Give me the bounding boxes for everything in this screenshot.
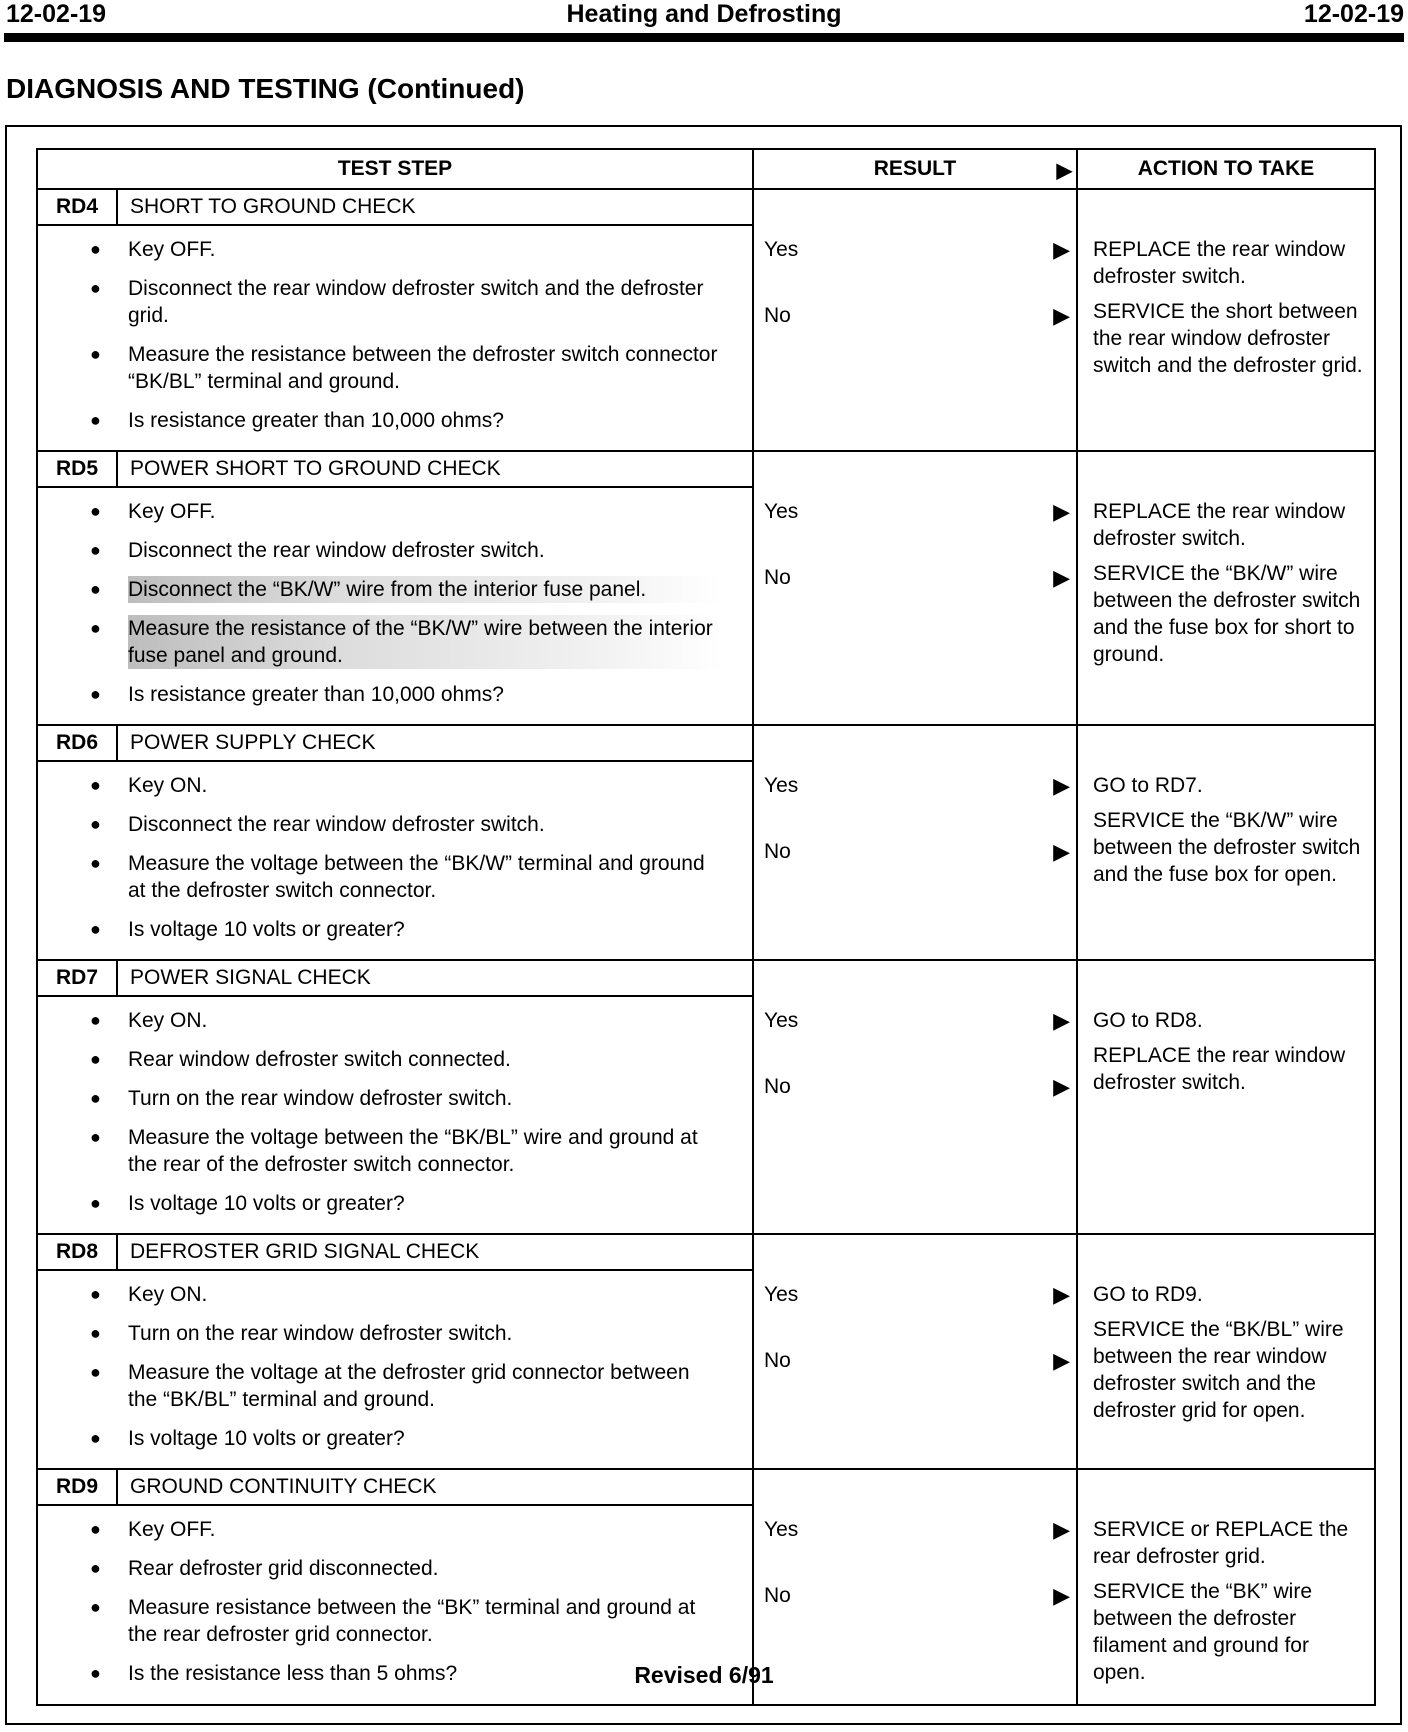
step-header bbox=[38, 452, 752, 488]
bullet-icon: ● bbox=[90, 278, 101, 298]
action-list bbox=[1078, 452, 1374, 686]
result-row bbox=[754, 1516, 1076, 1582]
result-label: No bbox=[764, 840, 791, 863]
step-id: RD8 bbox=[38, 1235, 118, 1269]
table-row bbox=[37, 189, 1375, 451]
step-header bbox=[38, 961, 752, 997]
result-row bbox=[754, 1347, 1076, 1413]
result-row bbox=[754, 1007, 1076, 1073]
step-id: RD5 bbox=[38, 452, 118, 486]
result-cell bbox=[753, 1234, 1077, 1469]
step-header bbox=[38, 1235, 752, 1271]
list-item bbox=[90, 1124, 722, 1178]
item-text: Disconnect the rear window defroster switch and the defroster grid. bbox=[128, 277, 704, 327]
item-text: Is voltage 10 volts or greater? bbox=[128, 1192, 405, 1215]
item-text: Disconnect the “BK/W” wire from the interior fuse panel. bbox=[128, 578, 647, 601]
step-title: SHORT TO GROUND CHECK bbox=[130, 195, 416, 218]
step-items bbox=[38, 762, 752, 959]
result-list bbox=[754, 1235, 1076, 1413]
list-item bbox=[90, 1085, 722, 1112]
col-header-test-step: TEST STEP bbox=[37, 149, 753, 189]
bullet-icon: ● bbox=[90, 1323, 101, 1343]
test-step-cell bbox=[37, 189, 753, 451]
action-cell bbox=[1077, 451, 1375, 725]
bullet-icon: ● bbox=[90, 1049, 101, 1069]
item-text: Key ON. bbox=[128, 774, 208, 797]
page-number-left: 12-02-19 bbox=[6, 0, 107, 28]
bullet-icon: ● bbox=[90, 579, 101, 599]
page-header bbox=[0, 0, 1408, 30]
result-row bbox=[754, 1582, 1076, 1648]
result-list bbox=[754, 452, 1076, 630]
result-row bbox=[754, 1281, 1076, 1347]
bullet-icon: ● bbox=[90, 1284, 101, 1304]
result-label: Yes bbox=[764, 1009, 799, 1032]
list-item bbox=[90, 407, 722, 434]
action-list bbox=[1078, 961, 1374, 1114]
list-item bbox=[90, 1046, 722, 1073]
result-cell bbox=[753, 725, 1077, 960]
action-text: SERVICE the “BK/W” wire between the defroster switch and the fuse box for short to ground. bbox=[1093, 562, 1361, 666]
arrow-right-icon: ▶ bbox=[1053, 839, 1070, 864]
step-items bbox=[38, 997, 752, 1233]
item-text: Is resistance greater than 10,000 ohms? bbox=[128, 683, 504, 706]
test-step-cell bbox=[37, 1234, 753, 1469]
result-row bbox=[754, 838, 1076, 904]
section-title: DIAGNOSIS AND TESTING (Continued) bbox=[6, 73, 525, 104]
action-text: REPLACE the rear window defroster switch. bbox=[1093, 500, 1346, 550]
step-title: GROUND CONTINUITY CHECK bbox=[130, 1475, 437, 1498]
action-text: SERVICE the short between the rear window defroster switch and the defroster grid. bbox=[1093, 300, 1363, 377]
step-title: POWER SUPPLY CHECK bbox=[130, 731, 376, 754]
result-row bbox=[754, 1073, 1076, 1139]
header-title: Heating and Defrosting bbox=[566, 0, 842, 28]
list-item bbox=[90, 916, 722, 943]
action-text: GO to RD8. bbox=[1093, 1009, 1203, 1032]
bullet-icon: ● bbox=[90, 814, 101, 834]
list-item bbox=[90, 1359, 722, 1413]
bullet-icon: ● bbox=[90, 1193, 101, 1213]
action-cell bbox=[1077, 189, 1375, 451]
action-text: GO to RD9. bbox=[1093, 1283, 1203, 1306]
item-text: Is voltage 10 volts or greater? bbox=[128, 918, 405, 941]
header-rule bbox=[4, 33, 1404, 42]
bullet-icon: ● bbox=[90, 1558, 101, 1578]
result-row bbox=[754, 302, 1076, 368]
bullet-icon: ● bbox=[90, 684, 101, 704]
list-item bbox=[90, 537, 722, 564]
result-list bbox=[754, 961, 1076, 1139]
table-body bbox=[37, 189, 1375, 1705]
result-list bbox=[754, 190, 1076, 368]
col-header-result bbox=[753, 149, 1077, 189]
bullet-icon: ● bbox=[90, 1597, 101, 1617]
result-cell bbox=[753, 451, 1077, 725]
action-text: SERVICE the “BK” wire between the defroster filament and ground for open. bbox=[1093, 1580, 1313, 1684]
step-id: RD6 bbox=[38, 726, 118, 760]
result-row bbox=[754, 498, 1076, 564]
item-text: Turn on the rear window defroster switch. bbox=[128, 1087, 513, 1110]
list-item bbox=[90, 1555, 722, 1582]
list-item bbox=[90, 615, 722, 669]
arrow-right-icon: ▶ bbox=[1053, 565, 1070, 590]
result-label: Yes bbox=[764, 1518, 799, 1541]
bullet-icon: ● bbox=[90, 1362, 101, 1382]
bullet-icon: ● bbox=[90, 853, 101, 873]
item-text: Disconnect the rear window defroster switch. bbox=[128, 539, 545, 562]
step-id: RD9 bbox=[38, 1470, 118, 1504]
item-text: Key OFF. bbox=[128, 238, 216, 261]
action-list bbox=[1078, 190, 1374, 397]
item-text: Turn on the rear window defroster switch. bbox=[128, 1322, 513, 1345]
list-item bbox=[90, 1007, 722, 1034]
result-label: Yes bbox=[764, 774, 799, 797]
list-item bbox=[90, 1281, 722, 1308]
result-cell bbox=[753, 189, 1077, 451]
col-header-action: ACTION TO TAKE bbox=[1077, 149, 1375, 189]
arrow-right-icon: ▶ bbox=[1053, 1074, 1070, 1099]
list-item bbox=[90, 498, 722, 525]
result-label: Yes bbox=[764, 1283, 799, 1306]
bullet-icon: ● bbox=[90, 540, 101, 560]
list-item bbox=[90, 275, 722, 329]
item-text: Measure the resistance of the “BK/W” wire between the interior fuse panel and ground. bbox=[128, 617, 713, 667]
item-text: Measure the voltage between the “BK/W” terminal and ground at the defroster switch connector. bbox=[128, 852, 705, 902]
bullet-icon: ● bbox=[90, 1428, 101, 1448]
arrow-right-icon: ▶ bbox=[1053, 237, 1070, 262]
item-text: Is resistance greater than 10,000 ohms? bbox=[128, 409, 504, 432]
result-row bbox=[754, 772, 1076, 838]
result-list bbox=[754, 1470, 1076, 1648]
step-header bbox=[38, 726, 752, 762]
action-text: SERVICE or REPLACE the rear defroster grid. bbox=[1093, 1518, 1349, 1568]
item-text: Measure the resistance between the defroster switch connector “BK/BL” terminal and ground. bbox=[128, 343, 718, 393]
list-item bbox=[90, 576, 722, 603]
action-text: SERVICE the “BK/BL” wire between the rear window defroster switch and the defroster grid for open. bbox=[1093, 1318, 1344, 1422]
bullet-icon: ● bbox=[90, 919, 101, 939]
action-text: GO to RD7. bbox=[1093, 774, 1203, 797]
arrow-right-icon: ▶ bbox=[1053, 1348, 1070, 1373]
list-item bbox=[90, 341, 722, 395]
item-text: Is voltage 10 volts or greater? bbox=[128, 1427, 405, 1450]
list-item bbox=[90, 1594, 722, 1648]
item-text: Key ON. bbox=[128, 1009, 208, 1032]
bullet-icon: ● bbox=[90, 1010, 101, 1030]
bullet-icon: ● bbox=[90, 1127, 101, 1147]
arrow-right-icon: ▶ bbox=[1053, 1517, 1070, 1542]
list-item bbox=[90, 1516, 722, 1543]
step-id: RD4 bbox=[38, 190, 118, 224]
bullet-icon: ● bbox=[90, 1519, 101, 1539]
table-row bbox=[37, 451, 1375, 725]
table-row bbox=[37, 725, 1375, 960]
step-items bbox=[38, 488, 752, 724]
arrow-right-icon: ▶ bbox=[1053, 303, 1070, 328]
result-cell bbox=[753, 960, 1077, 1234]
step-id: RD7 bbox=[38, 961, 118, 995]
arrow-right-icon: ▶ bbox=[1056, 160, 1072, 182]
table-row bbox=[37, 960, 1375, 1234]
bullet-icon: ● bbox=[90, 618, 101, 638]
item-text: Is the resistance less than 5 ohms? bbox=[128, 1662, 458, 1685]
result-label: No bbox=[764, 1584, 791, 1607]
arrow-right-icon: ▶ bbox=[1053, 499, 1070, 524]
item-text: Key OFF. bbox=[128, 500, 216, 523]
arrow-right-icon: ▶ bbox=[1053, 1282, 1070, 1307]
list-item bbox=[90, 772, 722, 799]
result-label: No bbox=[764, 566, 791, 589]
action-text: REPLACE the rear window defroster switch. bbox=[1093, 238, 1346, 288]
arrow-right-icon: ▶ bbox=[1053, 1583, 1070, 1608]
result-label: Yes bbox=[764, 500, 799, 523]
action-list bbox=[1078, 1235, 1374, 1442]
bullet-icon: ● bbox=[90, 1088, 101, 1108]
list-item bbox=[90, 1425, 722, 1452]
item-text: Key ON. bbox=[128, 1283, 208, 1306]
test-step-cell bbox=[37, 725, 753, 960]
bullet-icon: ● bbox=[90, 344, 101, 364]
test-step-cell bbox=[37, 451, 753, 725]
result-row bbox=[754, 564, 1076, 630]
result-list bbox=[754, 726, 1076, 904]
bullet-icon: ● bbox=[90, 501, 101, 521]
action-list bbox=[1078, 726, 1374, 906]
page-number-right: 12-02-19 bbox=[1303, 0, 1404, 28]
item-text: Rear window defroster switch connected. bbox=[128, 1048, 511, 1071]
action-cell bbox=[1077, 725, 1375, 960]
result-label: No bbox=[764, 1075, 791, 1098]
step-title: DEFROSTER GRID SIGNAL CHECK bbox=[130, 1240, 480, 1263]
result-label: No bbox=[764, 304, 791, 327]
item-text: Measure resistance between the “BK” terminal and ground at the rear defroster grid connector. bbox=[128, 1596, 696, 1646]
bullet-icon: ● bbox=[90, 1663, 101, 1683]
action-cell bbox=[1077, 1234, 1375, 1469]
action-cell bbox=[1077, 960, 1375, 1234]
test-step-cell bbox=[37, 960, 753, 1234]
item-text: Measure the voltage between the “BK/BL” wire and ground at the rear of the defroster switch connector. bbox=[128, 1126, 698, 1176]
result-label: No bbox=[764, 1349, 791, 1372]
col-header-result-label: RESULT bbox=[873, 157, 957, 180]
step-header bbox=[38, 1470, 752, 1506]
action-text: REPLACE the rear window defroster switch. bbox=[1093, 1044, 1346, 1094]
result-row bbox=[754, 236, 1076, 302]
list-item bbox=[90, 850, 722, 904]
list-item bbox=[90, 1190, 722, 1217]
bullet-icon: ● bbox=[90, 410, 101, 430]
diagnosis-table bbox=[36, 148, 1376, 1706]
item-text: Rear defroster grid disconnected. bbox=[128, 1557, 439, 1580]
item-text: Key OFF. bbox=[128, 1518, 216, 1541]
arrow-right-icon: ▶ bbox=[1053, 773, 1070, 798]
step-title: POWER SIGNAL CHECK bbox=[130, 966, 371, 989]
action-text: SERVICE the “BK/W” wire between the defroster switch and the fuse box for open. bbox=[1093, 809, 1361, 886]
table-row bbox=[37, 1234, 1375, 1469]
list-item bbox=[90, 236, 722, 263]
list-item bbox=[90, 681, 722, 708]
bullet-icon: ● bbox=[90, 239, 101, 259]
step-items bbox=[38, 226, 752, 450]
list-item bbox=[90, 811, 722, 838]
bullet-icon: ● bbox=[90, 775, 101, 795]
list-item bbox=[90, 1320, 722, 1347]
step-items bbox=[38, 1271, 752, 1468]
step-header bbox=[38, 190, 752, 226]
result-label: Yes bbox=[764, 238, 799, 261]
footer-revision: Revised 6/91 bbox=[634, 1662, 774, 1688]
item-text: Disconnect the rear window defroster switch. bbox=[128, 813, 545, 836]
step-title: POWER SHORT TO GROUND CHECK bbox=[130, 457, 501, 480]
item-text: Measure the voltage at the defroster grid connector between the “BK/BL” terminal and ground. bbox=[128, 1361, 690, 1411]
arrow-right-icon: ▶ bbox=[1053, 1008, 1070, 1033]
